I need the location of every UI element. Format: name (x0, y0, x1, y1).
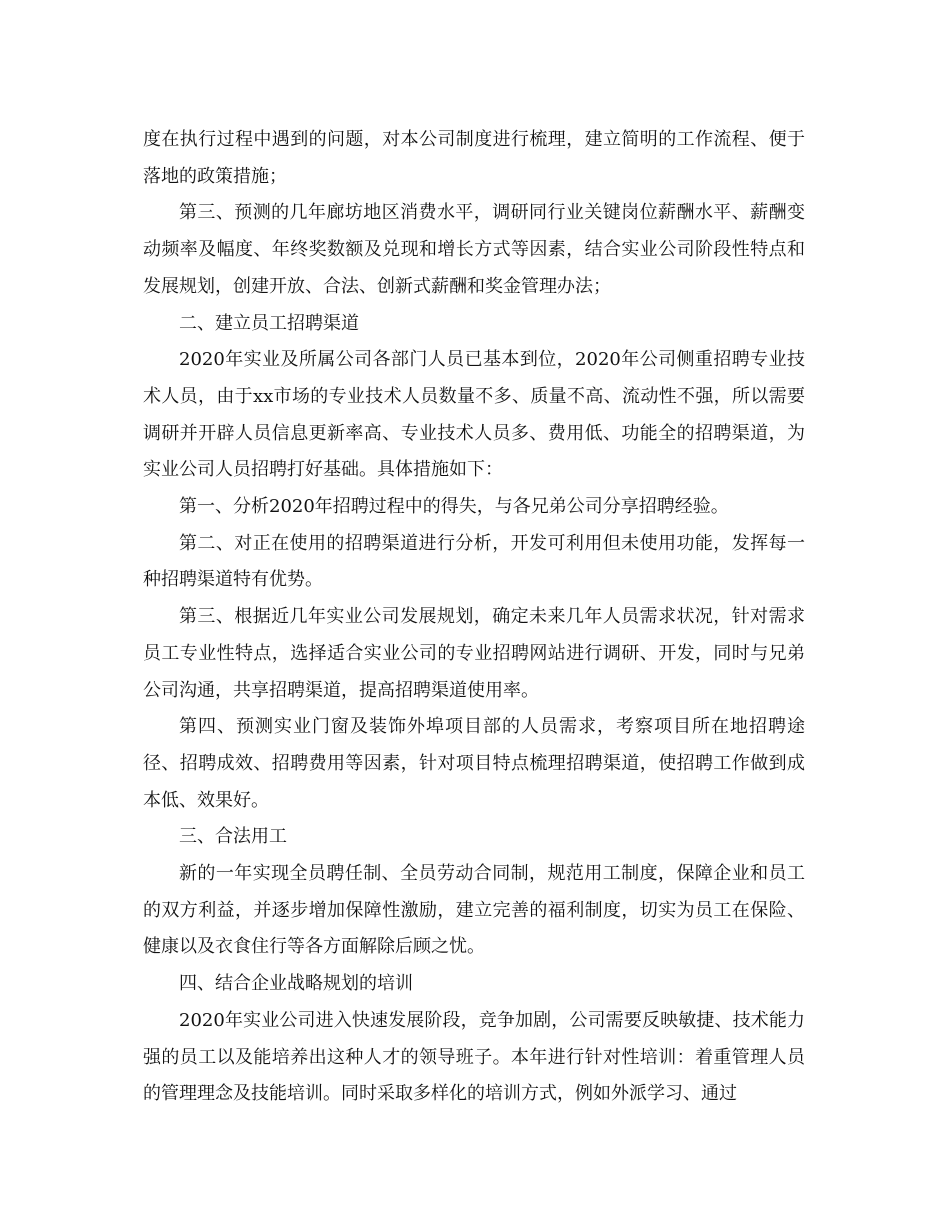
paragraph-measure-third: 第三、根据近几年实业公司发展规划，确定未来几年人员需求状况，针对需求员工专业性特点，选择适合实业公司的专业招聘网站进行调研、开发，同时与兄弟公司沟通，共享招聘渠道，提高招聘渠道使用率。 (143, 606, 805, 701)
paragraph-salary-method: 第三、预测的几年廊坊地区消费水平，调研同行业关键岗位薪酬水平、薪酬变动频率及幅度、年终奖数额及兑现和增长方式等因素，结合实业公司阶段性特点和发展规划，创建开放、合法、创新式薪酬和奖金管理办法； (143, 202, 805, 297)
document-body (143, 122, 805, 1113)
paragraph-measure-second: 第二、对正在使用的招聘渠道进行分析，开发可利用但未使用功能，发挥每一种招聘渠道特有优势。 (143, 532, 805, 591)
section-heading-recruitment-channels: 二、建立员工招聘渠道 (179, 312, 359, 334)
section-heading-legal-employment: 三、合法用工 (179, 826, 287, 848)
paragraph-training: 2020年实业公司进入快速发展阶段，竞争加剧，公司需要反映敏捷、技术能力强的员工以及能培养出这种人才的领导班子。本年进行针对性培训：着重管理人员的管理理念及技能培训。同时采取多样化的培训方式，例如外派学习、通过 (143, 1009, 805, 1105)
section-heading-training: 四、结合企业战略规划的培训 (179, 973, 413, 995)
paragraph-measure-fourth: 第四、预测实业门窗及装饰外埠项目部的人员需求，考察项目所在地招聘途径、招聘成效、招聘费用等因素，针对项目特点梳理招聘渠道，使招聘工作做到成本低、效果好。 (143, 716, 805, 811)
paragraph-continuation: 度在执行过程中遇到的问题，对本公司制度进行梳理，建立简明的工作流程、便于落地的政策措施； (143, 129, 805, 187)
paragraph-legal-employment: 新的一年实现全员聘任制、全员劳动合同制，规范用工制度，保障企业和员工的双方利益，并逐步增加保障性激励，建立完善的福利制度，切实为员工在保险、健康以及衣食住行等各方面解除后顾之忧。 (143, 863, 805, 958)
paragraph-measure-first: 第一、分析2020年招聘过程中的得失，与各兄弟公司分享招聘经验。 (179, 496, 729, 518)
paragraph-recruitment-overview: 2020年实业及所属公司各部门人员已基本到位，2020年公司侧重招聘专业技术人员，由于xx市场的专业技术人员数量不多、质量不高、流动性不强，所以需要调研并开辟人员信息更新率高、专业技术人员多、费用低、功能全的招聘渠道，为实业公司人员招聘打好基础。具体措施如下： (143, 349, 805, 481)
